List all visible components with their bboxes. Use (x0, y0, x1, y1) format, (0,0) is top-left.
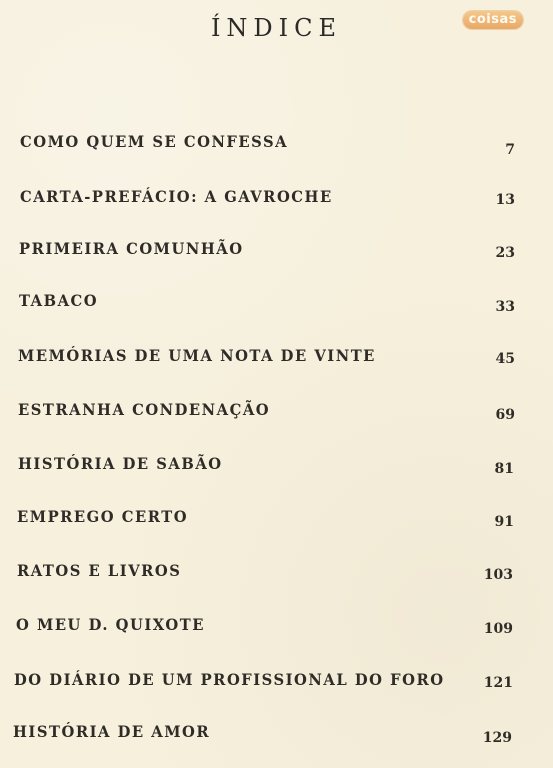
toc-entry-title: COMO QUEM SE CONFESSA (20, 132, 289, 151)
toc-entry-page: 129 (482, 730, 512, 746)
toc-entry-page: 109 (483, 621, 513, 637)
toc-entry-title: PRIMEIRA COMUNHÃO (19, 239, 244, 258)
toc-entry (0, 722, 553, 748)
toc-entry-page: 69 (495, 407, 515, 423)
toc-entry (0, 400, 553, 426)
toc-entry-title: RATOS E LIVROS (17, 561, 182, 580)
toc-entry-title: MEMÓRIAS DE UMA NOTA DE VINTE (18, 346, 376, 365)
toc-entry-page: 121 (483, 675, 513, 691)
toc-entry-title: O MEU D. QUIXOTE (16, 615, 206, 634)
toc-entry-page: 45 (495, 351, 515, 367)
toc-entry (0, 291, 553, 317)
toc-entry-page: 7 (505, 142, 515, 158)
toc-entry-title: EMPREGO CERTO (17, 507, 189, 526)
watermark-badge: coisas (463, 11, 523, 29)
page-title: ÍNDICE (210, 14, 343, 42)
toc-entry (0, 507, 553, 533)
toc-entry (0, 132, 553, 158)
toc-entry-title: TABACO (19, 291, 99, 310)
toc-entry-title: ESTRANHA CONDENAÇÃO (18, 400, 271, 419)
toc-entry-page: 81 (494, 461, 514, 477)
toc-entry-page: 33 (495, 299, 515, 315)
toc-entry-title: HISTÓRIA DE SABÃO (18, 454, 223, 473)
toc-entry (0, 561, 553, 587)
toc-entry (0, 670, 553, 696)
toc-entry-page: 13 (495, 192, 515, 208)
toc-entry-title: DO DIÁRIO DE UM PROFISSIONAL DO FORO (14, 670, 445, 689)
toc-entry-page: 103 (483, 567, 513, 583)
toc-entry (0, 187, 553, 213)
toc-entry (0, 454, 553, 480)
toc-entry (0, 346, 553, 372)
toc-entry-title: HISTÓRIA DE AMOR (13, 722, 211, 741)
toc-entry-title: CARTA-PREFÁCIO: A GAVROCHE (20, 187, 333, 206)
toc-entry-page: 91 (494, 514, 514, 530)
toc-entry-page: 23 (495, 245, 515, 261)
toc-entry (0, 239, 553, 265)
toc-entry (0, 615, 553, 641)
